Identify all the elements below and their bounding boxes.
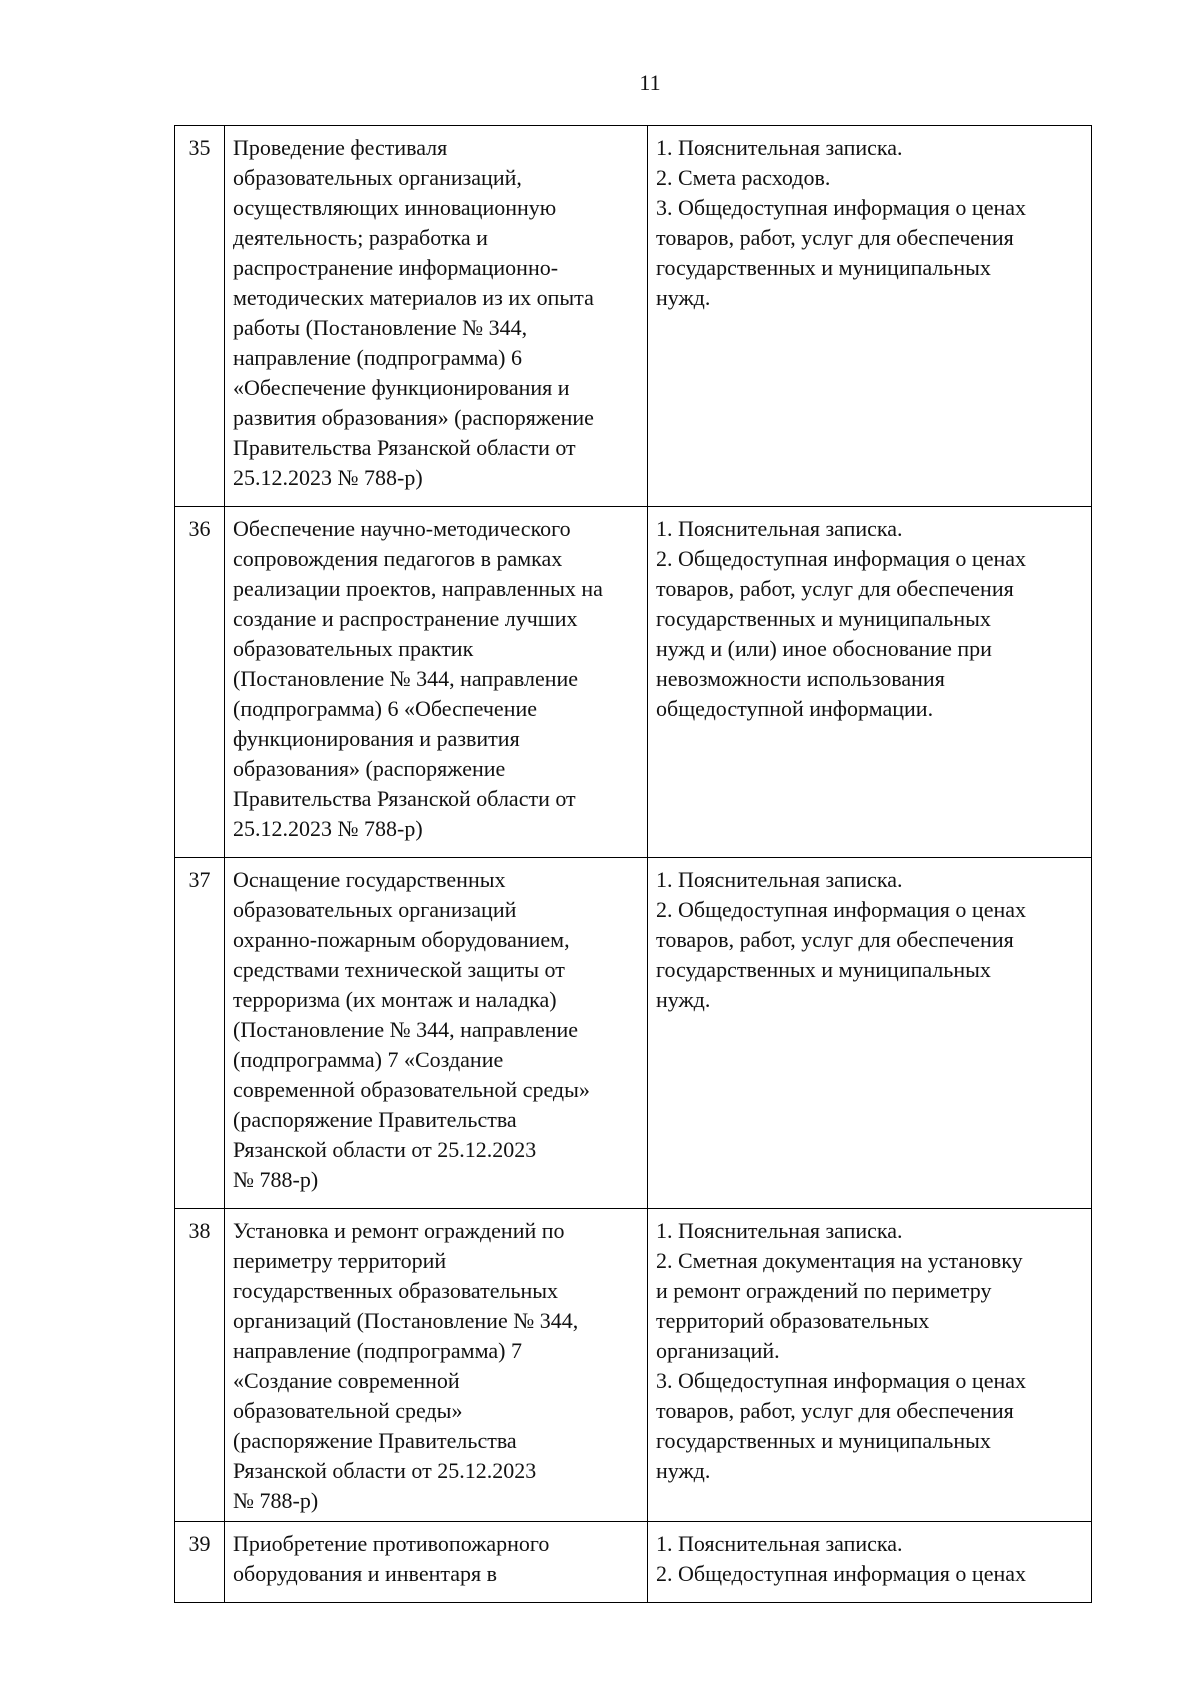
document-line: 1. Пояснительная записка. (656, 1218, 903, 1243)
description-line: «Обеспечение функционирования и (233, 375, 570, 400)
document-line: 1. Пояснительная записка. (656, 516, 903, 541)
description-line: (Постановление № 344, направление (233, 666, 579, 691)
document-line: 3. Общедоступная информация о ценах (656, 195, 1027, 220)
description-line: функционирования и развития (233, 726, 520, 751)
description-line: создание и распространение лучших (233, 606, 578, 631)
row-number: 37 (175, 858, 225, 1209)
document-line: товаров, работ, услуг для обеспечения (656, 1398, 1014, 1423)
required-documents (648, 858, 1092, 1209)
row-number: 39 (175, 1522, 225, 1603)
description-line: образования» (распоряжение (233, 756, 506, 781)
document-line: 3. Общедоступная информация о ценах (656, 1368, 1027, 1393)
description-line: распространение информационно- (233, 255, 559, 280)
document-line: территорий образовательных (656, 1308, 930, 1333)
document-line: 2. Общедоступная информация о ценах (656, 897, 1027, 922)
description-line: Правительства Рязанской области от (233, 435, 576, 460)
document-line: государственных и муниципальных (656, 606, 991, 631)
description-line: Проведение фестиваля (233, 135, 448, 160)
description-line: Оснащение государственных (233, 867, 506, 892)
description-line: № 788-р) (233, 1167, 319, 1192)
document-line: нужд. (656, 1458, 711, 1483)
document-line: государственных и муниципальных (656, 957, 991, 982)
description-line: периметру территорий (233, 1248, 447, 1273)
description-line: Обеспечение научно-методического (233, 516, 571, 541)
table-row (175, 126, 1092, 507)
description-line: реализации проектов, направленных на (233, 576, 603, 601)
measure-description (225, 1209, 648, 1522)
document-line: нужд. (656, 285, 711, 310)
row-number: 36 (175, 507, 225, 858)
description-line: терроризма (их монтаж и наладка) (233, 987, 557, 1012)
document-line: товаров, работ, услуг для обеспечения (656, 225, 1014, 250)
description-line: работы (Постановление № 344, (233, 315, 528, 340)
description-line: направление (подпрограмма) 7 (233, 1338, 522, 1363)
description-line: методических материалов из их опыта (233, 285, 594, 310)
document-line: 1. Пояснительная записка. (656, 135, 903, 160)
table-row (175, 1209, 1092, 1522)
document-line: и ремонт ограждений по периметру (656, 1278, 992, 1303)
document-line: товаров, работ, услуг для обеспечения (656, 576, 1014, 601)
description-line: деятельность; разработка и (233, 225, 488, 250)
document-line: нужд и (или) иное обоснование при (656, 636, 992, 661)
document-line: 2. Сметная документация на установку (656, 1248, 1023, 1273)
description-line: образовательных организаций (233, 897, 517, 922)
document-line: товаров, работ, услуг для обеспечения (656, 927, 1014, 952)
description-line: «Создание современной (233, 1368, 460, 1393)
document-line: общедоступной информации. (656, 696, 934, 721)
description-line: сопровождения педагогов в рамках (233, 546, 563, 571)
description-line: (Постановление № 344, направление (233, 1017, 579, 1042)
table-row (175, 858, 1092, 1209)
document-table (174, 125, 1092, 1603)
description-line: осуществляющих инновационную (233, 195, 557, 220)
table-row (175, 507, 1092, 858)
table-row (175, 1522, 1092, 1603)
measure-description (225, 1522, 648, 1603)
description-line: образовательных организаций, (233, 165, 522, 190)
description-line: (распоряжение Правительства (233, 1107, 517, 1132)
required-documents (648, 1522, 1092, 1603)
measure-description (225, 126, 648, 507)
page-number: 11 (639, 70, 661, 95)
description-line: (подпрограмма) 6 «Обеспечение (233, 696, 538, 721)
description-line: (подпрограмма) 7 «Создание (233, 1047, 504, 1072)
description-line: Установка и ремонт ограждений по (233, 1218, 565, 1243)
document-line: 2. Общедоступная информация о ценах (656, 546, 1027, 571)
description-line: охранно-пожарным оборудованием, (233, 927, 570, 952)
required-documents (648, 126, 1092, 507)
required-documents (648, 507, 1092, 858)
description-line: образовательной среды» (233, 1398, 463, 1423)
description-line: развития образования» (распоряжение (233, 405, 594, 430)
document-line: государственных и муниципальных (656, 255, 991, 280)
description-line: организаций (Постановление № 344, (233, 1308, 579, 1333)
required-documents (648, 1209, 1092, 1522)
description-line: средствами технической защиты от (233, 957, 565, 982)
document-line: 1. Пояснительная записка. (656, 1531, 903, 1556)
description-line: (распоряжение Правительства (233, 1428, 517, 1453)
description-line: № 788-р) (233, 1488, 319, 1513)
description-line: Правительства Рязанской области от (233, 786, 576, 811)
document-line: 2. Общедоступная информация о ценах (656, 1561, 1027, 1586)
description-line: Приобретение противопожарного (233, 1531, 550, 1556)
description-line: направление (подпрограмма) 6 (233, 345, 522, 370)
row-number: 38 (175, 1209, 225, 1522)
measure-description (225, 507, 648, 858)
description-line: оборудования и инвентаря в (233, 1561, 498, 1586)
description-line: современной образовательной среды» (233, 1077, 590, 1102)
document-line: 2. Смета расходов. (656, 165, 831, 190)
measure-description (225, 858, 648, 1209)
description-line: Рязанской области от 25.12.2023 (233, 1137, 537, 1162)
row-number: 35 (175, 126, 225, 507)
description-line: 25.12.2023 № 788-р) (233, 465, 423, 490)
description-line: 25.12.2023 № 788-р) (233, 816, 423, 841)
description-line: государственных образовательных (233, 1278, 559, 1303)
document-line: государственных и муниципальных (656, 1428, 991, 1453)
document-line: невозможности использования (656, 666, 945, 691)
description-line: образовательных практик (233, 636, 474, 661)
document-line: организаций. (656, 1338, 780, 1363)
description-line: Рязанской области от 25.12.2023 (233, 1458, 537, 1483)
document-line: 1. Пояснительная записка. (656, 867, 903, 892)
document-line: нужд. (656, 987, 711, 1012)
